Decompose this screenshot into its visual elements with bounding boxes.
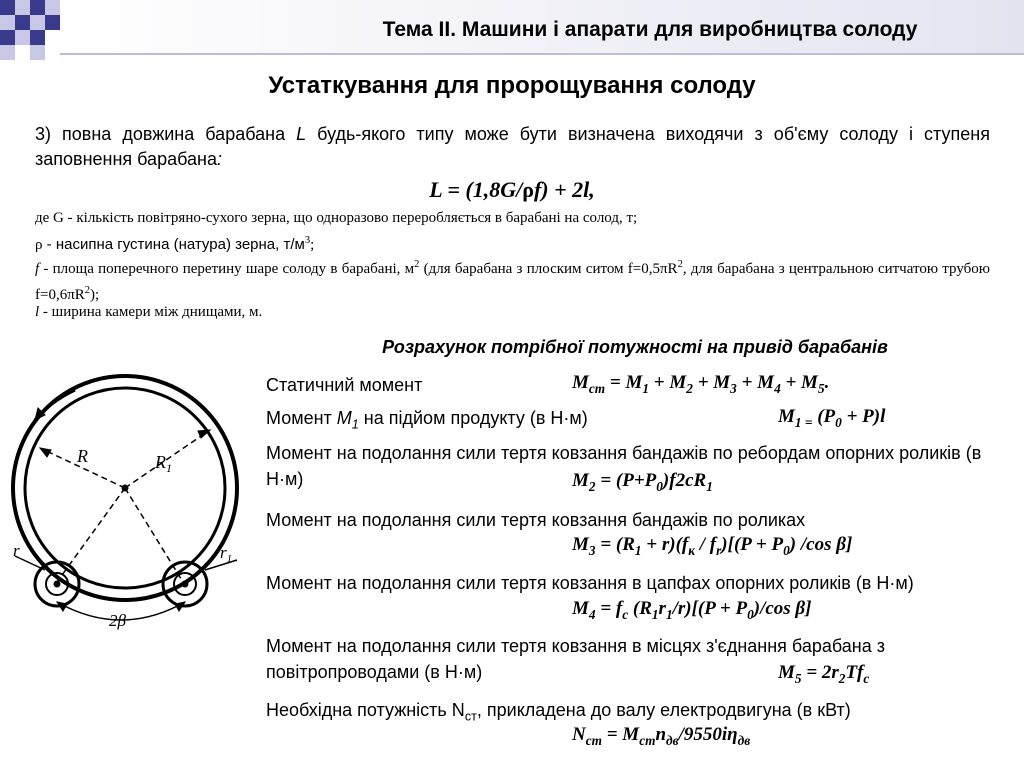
formula-L: L = (1,8G/ρf) + 2l, [429,177,595,202]
intro-text-1: 3) повна довжина барабана [35,124,286,144]
static-moment-row [266,372,422,398]
slide-topic: Тема ІІ. Машини і апарати для виробництва солоду [382,18,918,41]
decor-square [0,0,15,15]
m4-label: Момент на подолання сили тертя ковзання в цапфах опорних роликів (в Н·м) [266,573,914,593]
intro-colon: : [216,149,222,169]
m3-label: Момент на подолання сили тертя ковзання бандажів по роликах [266,510,806,530]
m2-formula: $M_2 = (P+P_0)f2cR_1$ [572,470,713,494]
l-text: - ширина камери між днищами, м. [39,304,263,320]
drum-svg [5,370,255,640]
rho-exp: 3 [304,235,311,246]
f-text-2: (для барабана з плоским ситом f=0,5πR [419,261,678,277]
drum-diagram [5,370,255,640]
intro-paragraph [35,122,990,172]
f-text-1: - площа поперечного перетину шаре солоду в барабані, м [39,261,415,277]
intro-text-2: будь-якого типу може бути визначена виходячи з об'єму солоду і ступеня заповнення барабана [35,124,990,169]
f-exp-3: 2 [84,285,91,296]
legend-G: де G - кількість повітряно-сухого зерна, що одноразово переробляється в барабані на солод, т; [35,210,638,226]
rho-end: ; [310,237,315,253]
power-subheading: Розрахунок потрібної потужності на привід барабанів [382,337,888,357]
intro-L: L [296,124,307,144]
m1-row: Момент $М_1$ на підйом продукту (в Н·м) [266,408,588,432]
label-r1: $r_1$ [220,543,233,565]
m2-label: Момент на подолання сили тертя ковзання бандажів по ребордам опорних роликів (в Н·м) [266,443,982,489]
rho-text: - насипна густина (натура) зерна, т/м [42,236,305,253]
legend-l [35,301,990,323]
f-symbol: f [35,261,40,277]
m5-formula: $M_5 = 2r_2Tf_c$ [778,662,870,686]
slide-title: Устаткування для пророщування солоду [268,72,756,99]
label-R1: $R_1$ [155,452,172,475]
rho-symbol: ρ [35,237,43,253]
m4-formula: $M_4 = f_c$ $(R_1r_1/r)[(P + P_0)/\cos$ β] [572,598,812,622]
legend-rho [35,230,990,256]
label-r: r [13,541,20,560]
m4-row [266,570,1016,596]
m3-formula: $M_3 = (R_1 + r)(f_к / f_r)[(P + P_0)$ /cos β] [572,534,853,558]
legend-f [35,254,990,306]
power-row: Необхідна потужність $N_{ст}$, прикладена до валу електродвигуна (в кВт) [266,700,851,724]
m5-label: Момент на подолання сили тертя ковзання в місцях з'єднання барабана з повітропроводами (в Н·м) [266,636,885,682]
power-formula: $N_{ст} = M_{ст}n_{дв}/9550i\eta_{дв}$ [572,724,751,748]
m1-formula: $M_{1 =}$ $(P_0 + P)l$ [778,406,886,430]
m3-row [266,507,805,533]
static-formula: $M_{ст} = M_1 + M_2 + M_3 + M_4 + M_5$. [572,372,830,396]
static-label: Статичний момент [266,375,423,395]
f-text-3: , для барабана з центральною ситчатою трубою f=0,6πR [35,261,990,303]
l-symbol: l [35,304,40,320]
label-2beta: 2β [109,611,126,630]
f-text-4: ); [90,287,100,303]
f-exp-2: 2 [677,259,683,270]
label-R: R [77,446,88,466]
f-exp-1: 2 [414,259,420,270]
